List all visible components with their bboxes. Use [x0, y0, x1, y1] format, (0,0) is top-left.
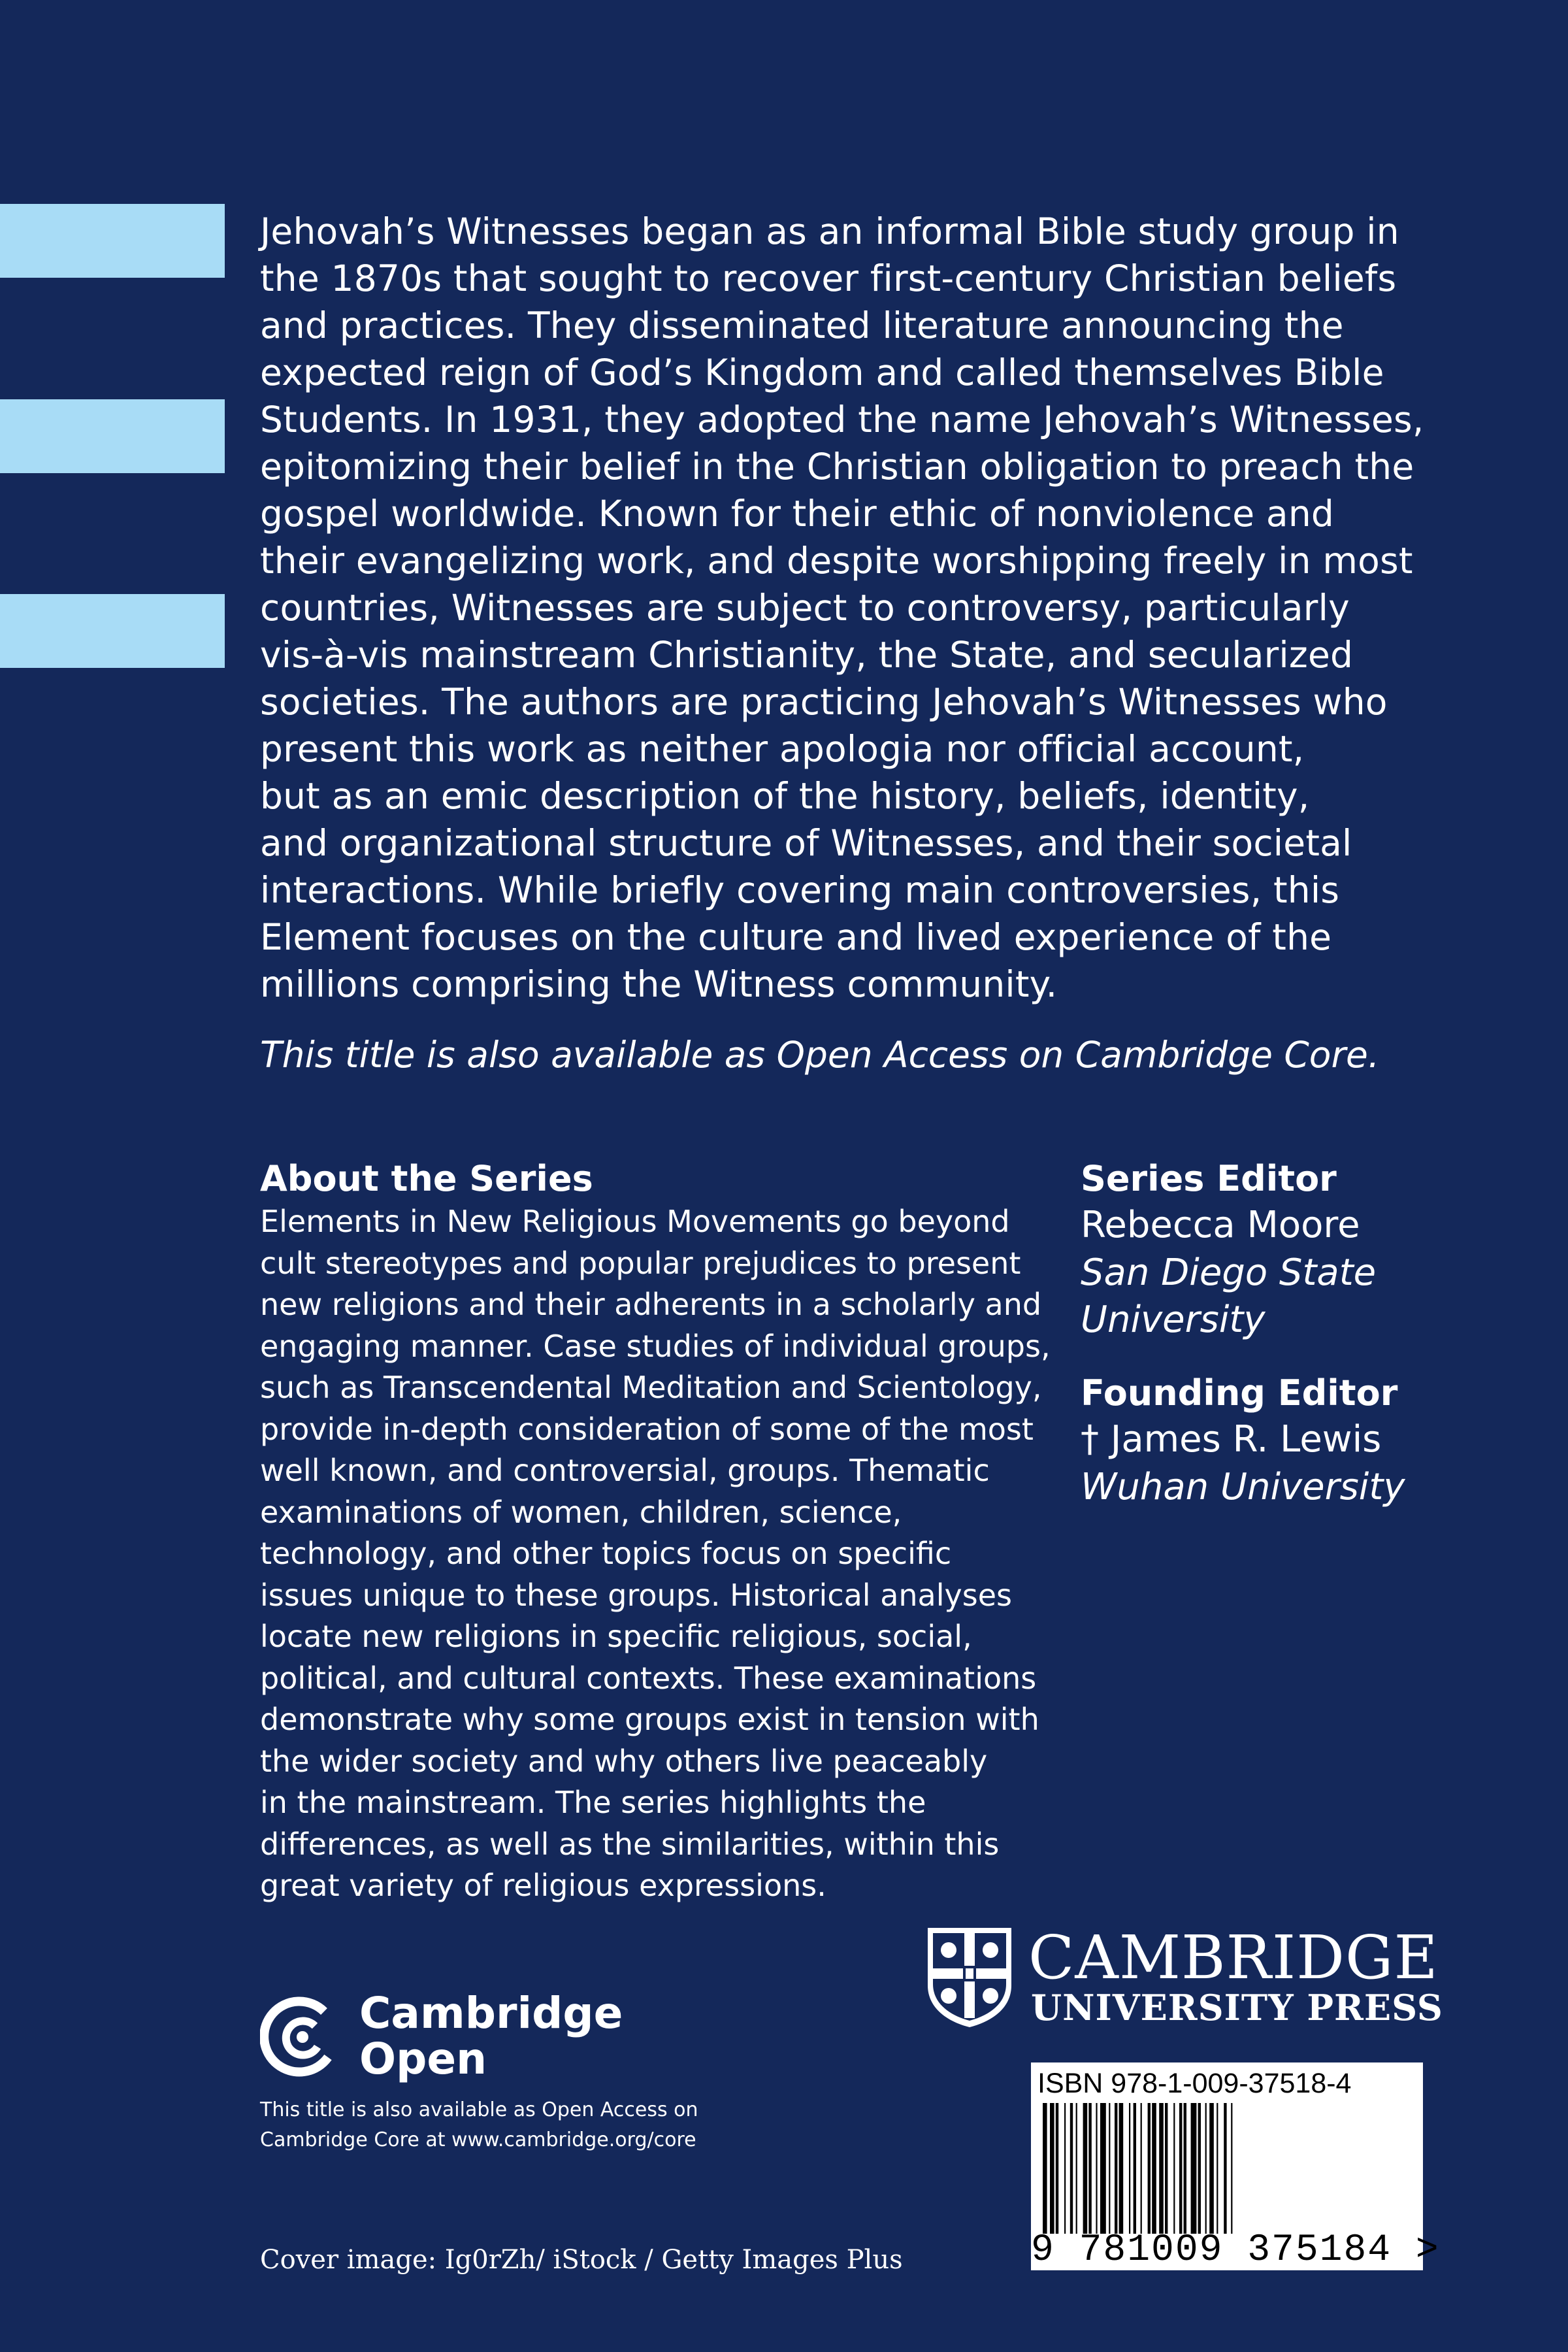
- cambridge-open-note: This title is also available as Open Access on Cambridge Core at www.cambridge.org/core: [260, 2098, 698, 2151]
- publisher-subtitle: UNIVERSITY PRESS: [1031, 1987, 1443, 2029]
- barcode-bars: [1031, 2103, 1423, 2234]
- open-access-note: This title is also available as Open Access on Cambridge Core.: [260, 1034, 1380, 1076]
- series-editor-name: Rebecca Moore: [1081, 1204, 1360, 1246]
- barcode-digits: 9 781009 375184 >: [1031, 2229, 1440, 2272]
- founding-editor-institution: Wuhan University: [1081, 1466, 1405, 1508]
- series-editor-heading: Series Editor: [1081, 1158, 1337, 1199]
- founding-editor-heading: Founding Editor: [1081, 1372, 1398, 1414]
- about-series-text: Elements in New Religious Movements go beyond cult stereotypes and popular prejudices to present new religions and their adherents in a scholarly and engaging manner. Case studies of individual groups, such as Transcendental Meditation and Scientology, provide in-depth consideration of some of the most well known, and controversial, groups. Thematic examinations of women, children, science, technology, and other topics focus on specific issues unique to these groups. Historical analyses locate new religions in specific religious, social, political, and cultural contexts. These examinations demonstrate why some groups exist in tension with the wider society and why others live peaceably in the mainstream. The series highlights the differences, as well as the similarities, within this great variety of religious expressions.: [260, 1204, 1051, 1903]
- isbn-barcode: [1031, 2062, 1440, 2272]
- decorative-stripe: [0, 594, 225, 668]
- cambridge-open-logo: [260, 1987, 639, 2098]
- decorative-stripe: [0, 204, 225, 278]
- cambridge-open-icon: [260, 1995, 345, 2079]
- founding-editor-name: † James R. Lewis: [1081, 1418, 1382, 1461]
- cambridge-university-press-logo: [925, 1923, 1443, 2031]
- about-series-heading: About the Series: [260, 1158, 593, 1199]
- cambridge-open-wordmark: Cambridge Open: [359, 1988, 623, 2084]
- cambridge-shield-icon: [925, 1925, 1014, 2029]
- isbn-label: ISBN 978-1-009-37518-4: [1037, 2068, 1352, 2099]
- decorative-stripe: [0, 399, 225, 473]
- book-blurb: Jehovah’s Witnesses began as an informal Bible study group in the 1870s that sought to recover first-century Christian beliefs and practices. They disseminated literature announcing the expected reign of God’s Kingdom and called themselves Bible Students. In 1931, they adopted the name Jehovah’s Witnesses, epitomizing their belief in the Christian obligation to preach the gospel worldwide. Known for their ethic of nonviolence and their evangelizing work, and despite worshipping freely in most countries, Witnesses are subject to controversy, particularly vis-à-vis mainstream Christianity, the State, and secularized societies. The authors are practicing Jehovah’s Witnesses who present this work as neither apologia nor official account, but as an emic description of the history, beliefs, identity, and organizational structure of Witnesses, and their societal interactions. While briefly covering main controversies, this Element focuses on the culture and lived experience of the millions comprising the Witness community.: [260, 210, 1424, 1005]
- editors-block: [1081, 1157, 1486, 1511]
- publisher-name: CAMBRIDGE: [1028, 1923, 1439, 1993]
- cover-image-credit: Cover image: Ig0rZh/ iStock / Getty Images Plus: [260, 2245, 903, 2275]
- series-editor-institution: San Diego State University: [1081, 1251, 1377, 1341]
